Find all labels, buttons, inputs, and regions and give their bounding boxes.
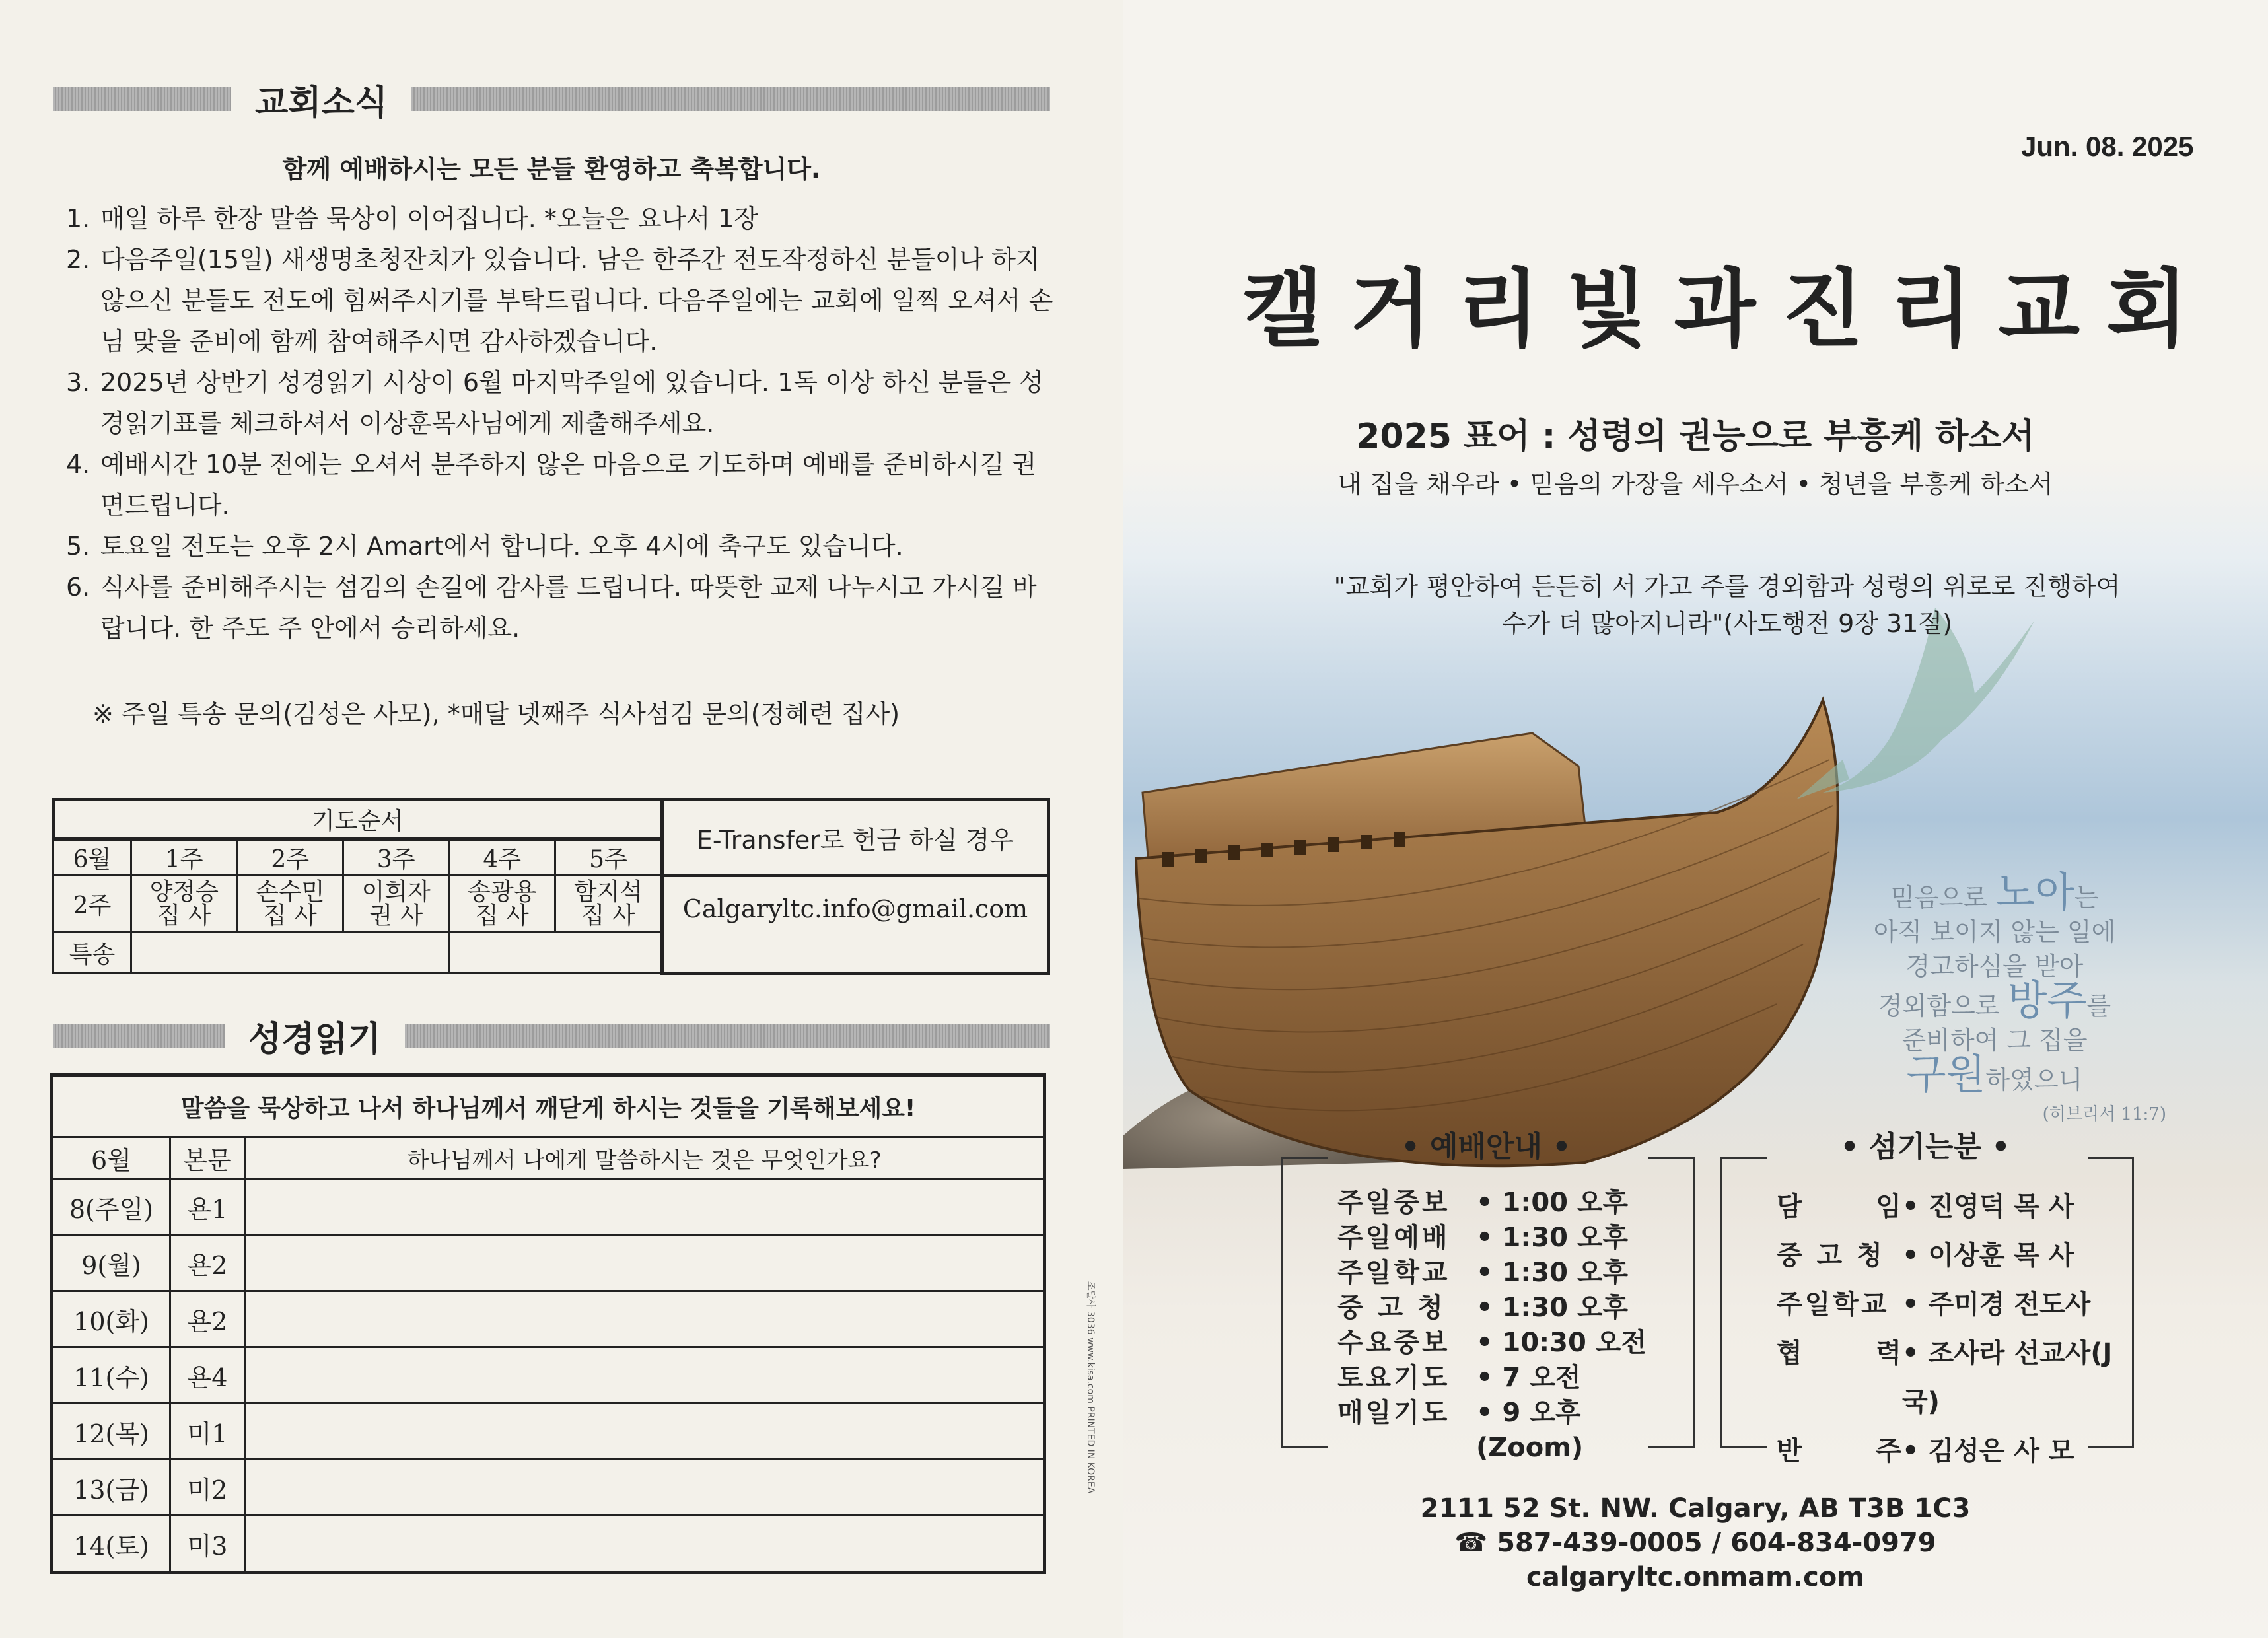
yearly-motto: 2025 표어 : 성령의 권능으로 부흥케 하소서 (1356, 417, 2035, 456)
service-row (1337, 1186, 1681, 1221)
service-name: 주일예배 (1337, 1223, 1450, 1253)
header-bar-left (53, 87, 231, 111)
church-address: 2111 52 St. NW. Calgary, AB T3B 1C3 (1420, 1493, 1971, 1524)
staff-name: • 김성은 사 모 (1902, 1436, 2074, 1466)
news-item (66, 239, 1057, 362)
bible-col-text: 본문 (170, 1137, 245, 1179)
service-time: • 1:30 오후 (1476, 1293, 1629, 1323)
staff-role: 중 고 청 (1777, 1240, 1885, 1271)
service-row (1337, 1361, 1681, 1396)
table-row (52, 1404, 1045, 1460)
staff-name: • 조사라 선교사(J국) (1902, 1338, 2113, 1417)
bible-day: 12(목) (52, 1404, 170, 1460)
motto-subtitle: 내 집을 채우라 • 믿음의 가장을 세우소서 • 청년을 부흥케 하소서 (1337, 470, 2053, 499)
staff-role: 반 주 (1777, 1436, 1904, 1466)
service-time: • 7 오전 (1476, 1363, 1581, 1393)
news-item-text: 토요일 전도는 오후 2시 Amart에서 합니다. 오후 4시에 축구도 있습니다. (100, 532, 904, 561)
service-row (1337, 1256, 1681, 1291)
staff-role: 주일학교 (1777, 1289, 1890, 1320)
staff-row (1777, 1329, 2127, 1427)
bible-passage: 미2 (170, 1460, 245, 1516)
service-name: 중 고 청 (1337, 1293, 1446, 1323)
news-item (66, 362, 1057, 444)
prayer-title: 집 사 (581, 902, 635, 929)
table-row (52, 1235, 1045, 1291)
news-item-number: 2. (66, 245, 90, 274)
quote-highlight: 구원 (1906, 1050, 1986, 1098)
service-time: • 1:30 오후 (1476, 1223, 1629, 1253)
bible-note-cell[interactable] (245, 1291, 1045, 1347)
prayer-name: 송광용 (468, 878, 537, 906)
prayer-title: 집 사 (263, 902, 317, 929)
news-item-number: 3. (66, 368, 90, 397)
quote-highlight: 방주 (2007, 976, 2087, 1024)
staff-name: • 이상훈 목 사 (1902, 1240, 2074, 1271)
header-bar-right (411, 87, 1050, 111)
prayer-name-cell (237, 876, 343, 933)
bible-passage: 욘4 (170, 1347, 245, 1404)
prayer-name-cell (131, 876, 238, 933)
bible-col-question: 하나님께서 나에게 말씀하시는 것은 무엇인가요? (245, 1137, 1045, 1179)
prayer-table-title: 기도순서 (53, 800, 662, 839)
prayer-name-cell (449, 876, 555, 933)
prayer-name: 손수민 (256, 878, 325, 906)
bible-day: 11(수) (52, 1347, 170, 1404)
church-website[interactable]: calgaryltc.onmam.com (1526, 1562, 1864, 1592)
service-time: • 1:30 오후 (1476, 1258, 1629, 1288)
news-item-text: 2025년 상반기 성경읽기 시상이 6월 마지막주일에 있습니다. 1독 이상 하신 분들은 성경읽기표를 체크하셔서 이상훈목사님에게 제출해주세요. (100, 368, 1044, 438)
table-row (52, 1291, 1045, 1347)
news-item (66, 526, 1057, 567)
quote-text: 믿음으로 (1890, 883, 1996, 912)
bulletin-date: Jun. 08. 2025 (2021, 131, 2194, 162)
service-name: 주일학교 (1337, 1258, 1450, 1288)
news-item-number: 1. (66, 204, 90, 233)
bible-instruction: 말씀을 묵상하고 나서 하나님께서 깨닫게 하시는 것들을 기록해보세요! (52, 1075, 1045, 1137)
news-list (66, 198, 1057, 649)
bible-note-cell[interactable] (245, 1235, 1045, 1291)
prayer-title: 집 사 (157, 902, 211, 929)
staff-list (1777, 1182, 2127, 1476)
news-item (66, 444, 1057, 526)
church-phone: ☎ 587-439-0005 / 604-834-0979 (1454, 1528, 1936, 1558)
bible-col-month: 6월 (52, 1137, 170, 1179)
prayer-name: 함지석 (573, 878, 643, 906)
bible-reading-table (50, 1073, 1046, 1574)
special-song-label: 특송 (53, 933, 131, 974)
bible-passage: 욘2 (170, 1235, 245, 1291)
bible-passage: 미3 (170, 1516, 245, 1573)
service-time: • 9 오후(Zoom) (1476, 1398, 1584, 1463)
prayer-week-header: 4주 (449, 839, 555, 876)
news-section-header (53, 79, 1050, 123)
bible-day: 10(화) (52, 1291, 170, 1347)
table-row (52, 1460, 1045, 1516)
hebrews-quote (1823, 868, 2166, 1131)
bible-section-header (53, 1016, 1050, 1059)
bible-note-cell[interactable] (245, 1347, 1045, 1404)
bible-note-cell[interactable] (245, 1404, 1045, 1460)
bible-day: 14(토) (52, 1516, 170, 1573)
bible-note-cell[interactable] (245, 1179, 1045, 1235)
prayer-week-label: 2주 (53, 876, 131, 933)
staff-row (1777, 1231, 2127, 1280)
prayer-week-header: 5주 (555, 839, 662, 876)
prayer-name-cell (555, 876, 662, 933)
news-item-number: 6. (66, 573, 90, 602)
service-row (1337, 1221, 1681, 1256)
etransfer-title: E-Transfer로 헌금 하실 경우 (662, 800, 1049, 876)
prayer-name: 이희자 (361, 878, 431, 906)
quote-text: 하였으니 (1985, 1065, 2083, 1094)
header-bar-left (53, 1024, 225, 1048)
service-name: 수요중보 (1337, 1328, 1450, 1358)
prayer-week-header: 1주 (131, 839, 238, 876)
special-song-cell (131, 933, 450, 974)
prayer-month: 6월 (53, 839, 131, 876)
service-list (1337, 1186, 1681, 1466)
bible-passage: 미1 (170, 1404, 245, 1460)
welcome-text: 함께 예배하시는 모든 분들 환영하고 축복합니다. (282, 155, 821, 184)
news-item-text: 매일 하루 한장 말씀 묵상이 이어집니다. *오늘은 요나서 1장 (100, 204, 759, 233)
prayer-name: 양정승 (149, 878, 219, 906)
printer-mark: 조달사 3036 www.kisa.com PRINTED IN KOREA (1085, 1281, 1096, 1494)
staff-row (1777, 1427, 2127, 1476)
table-row (52, 1516, 1045, 1573)
service-name: 매일기도 (1337, 1398, 1450, 1428)
prayer-name-cell (343, 876, 450, 933)
table-row (52, 1179, 1045, 1235)
table-row (52, 1347, 1045, 1404)
staff-row (1777, 1280, 2127, 1329)
services-title: • 예배안내 • (1401, 1130, 1571, 1164)
staff-title: • 섬기는분 • (1840, 1130, 2010, 1164)
news-item (66, 567, 1057, 649)
quote-text: 아직 보이지 않는 일에 (1873, 917, 2116, 946)
bible-day: 13(금) (52, 1460, 170, 1516)
special-song-cell (449, 933, 662, 974)
service-row (1337, 1396, 1681, 1466)
staff-name: • 진영덕 목 사 (1902, 1192, 2074, 1222)
prayer-week-header: 2주 (237, 839, 343, 876)
service-row (1337, 1291, 1681, 1326)
scripture-verse (1242, 568, 2213, 642)
service-name: 주일중보 (1337, 1188, 1450, 1218)
bible-passage: 욘2 (170, 1291, 245, 1347)
prayer-week-header: 3주 (343, 839, 450, 876)
prayer-title: 권 사 (369, 902, 423, 929)
service-row (1337, 1326, 1681, 1361)
bible-note-cell[interactable] (245, 1460, 1045, 1516)
inquiry-note: ※ 주일 특송 문의(김성은 사모), *매달 넷째주 식사섬김 문의(정혜련 집사) (92, 699, 900, 729)
quote-text: 경외함으로 (1878, 991, 2008, 1020)
bible-day: 8(주일) (52, 1179, 170, 1235)
news-item-number: 5. (66, 532, 90, 561)
news-item-number: 4. (66, 450, 90, 479)
news-item (66, 198, 1057, 239)
service-time: • 1:00 오후 (1476, 1188, 1629, 1218)
contact-block (1123, 1491, 2268, 1594)
bible-day: 9(월) (52, 1235, 170, 1291)
news-title: 교회소식 (255, 83, 388, 123)
verse-line: "교회가 평안하여 든든히 서 가고 주를 경외함과 성령의 위로로 진행하여 (1333, 572, 2121, 601)
staff-row (1777, 1182, 2127, 1231)
church-name: 캘거리빛과진리교회 (1242, 260, 2215, 359)
news-item-text: 식사를 준비해주시는 섬김의 손길에 감사를 드립니다. 따뜻한 교제 나누시고 가시길 바랍니다. 한 주도 주 안에서 승리하세요. (100, 573, 1037, 643)
header-bar-right (405, 1024, 1050, 1048)
quote-highlight: 노아 (1995, 868, 2074, 916)
staff-role: 협 력 (1777, 1338, 1904, 1369)
service-name: 토요기도 (1337, 1363, 1450, 1393)
bible-title: 성경읽기 (248, 1019, 381, 1059)
verse-line: 수가 더 많아지니라"(사도행전 9장 31절) (1502, 609, 1952, 638)
staff-name: • 주미경 전도사 (1902, 1289, 2091, 1320)
news-item-text: 예배시간 10분 전에는 오셔서 분주하지 않은 마음으로 기도하며 예배를 준비하시길 권면드립니다. (100, 450, 1037, 520)
prayer-title: 집 사 (475, 902, 529, 929)
staff-role: 담 임 (1777, 1192, 1904, 1222)
etransfer-email: Calgaryltc.info@gmail.com (662, 876, 1049, 974)
quote-reference: (히브리서 11:7) (2042, 1104, 2166, 1124)
quote-text: 준비하여 그 집을 (1901, 1026, 2088, 1055)
news-item-text: 다음주일(15일) 새생명초청잔치가 있습니다. 남은 한주간 전도작정하신 분들이나 하지 않으신 분들도 전도에 힘써주시기를 부탁드립니다. 다음주일에는 교회에 일찍 오셔서 손님 맞을 준비에 함께 참여해주시면 감사하겠습니다. (100, 245, 1053, 356)
prayer-schedule-table (52, 798, 1050, 975)
bible-note-cell[interactable] (245, 1516, 1045, 1573)
bible-passage: 욘1 (170, 1179, 245, 1235)
quote-text: 를 (2086, 991, 2111, 1020)
service-time: • 10:30 오전 (1476, 1328, 1647, 1358)
quote-text: 는 (2074, 883, 2099, 912)
quote-text: 경고하심을 받아 (1905, 952, 2084, 981)
